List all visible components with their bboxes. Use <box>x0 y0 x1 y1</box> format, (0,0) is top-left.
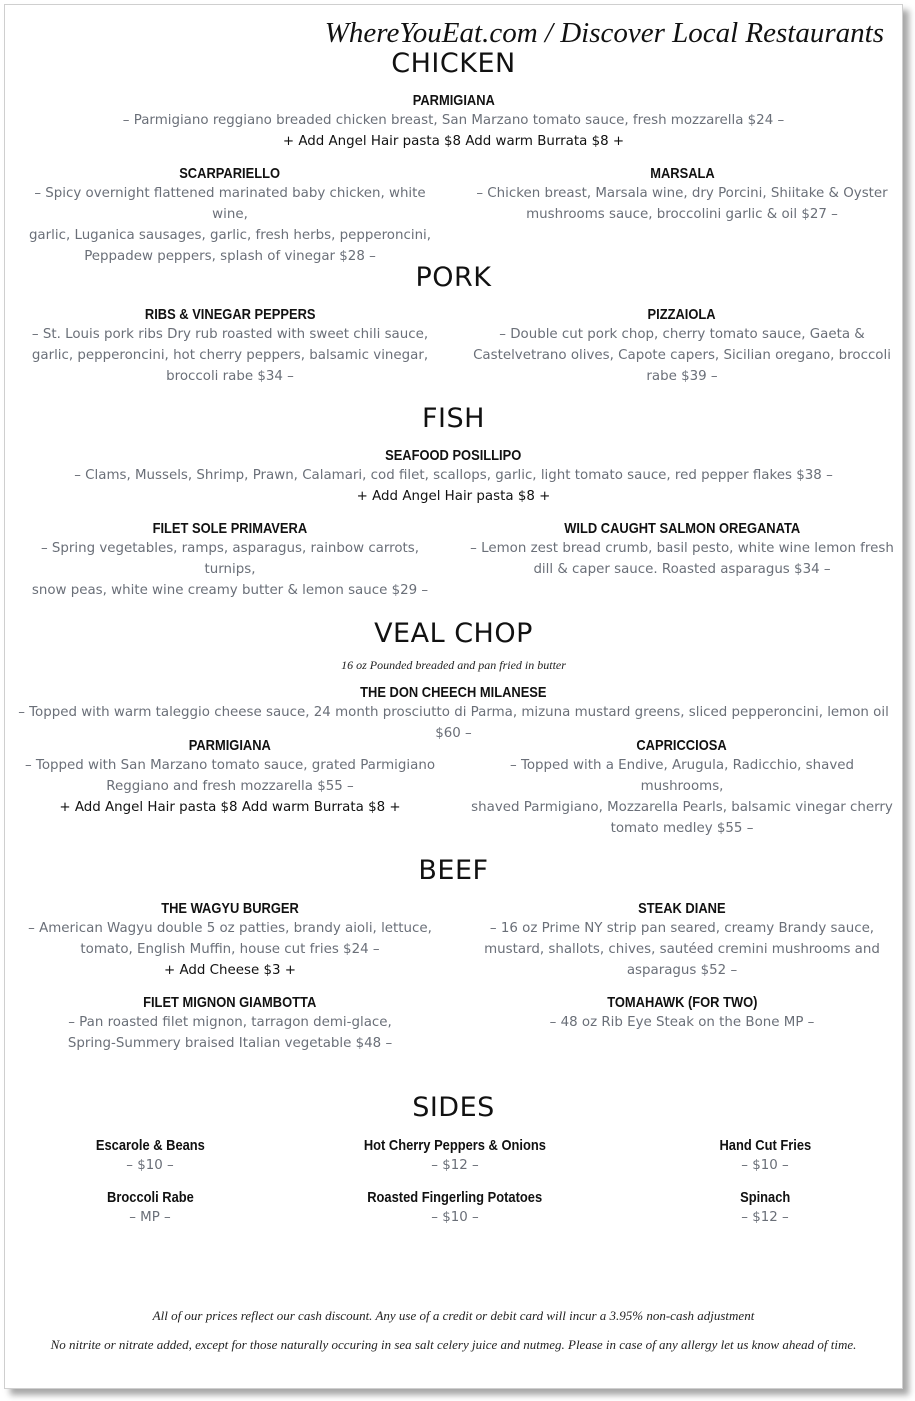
item-addon: + Add Cheese $3 + <box>164 963 296 978</box>
item-description-line: tomato medley $55 – <box>610 821 754 836</box>
menu-item-ribs <box>15 306 445 387</box>
item-addon: + Add Angel Hair pasta $8 Add warm Burrata $8 + <box>59 800 401 815</box>
item-description-line: – Chicken breast, Marsala wine, dry Porcini, Shiitake & Oyster <box>476 186 888 201</box>
side-item <box>665 1137 865 1176</box>
item-description-line: Reggiano and fresh mozzarella $55 – <box>106 779 354 794</box>
side-item <box>50 1189 250 1228</box>
item-description-line: Peppadew peppers, splash of vinegar $28 – <box>84 249 376 264</box>
menu-item-chicken-parmigiana <box>5 92 902 152</box>
item-description-line: – Spicy overnight flattened marinated baby chicken, white wine, <box>34 186 426 222</box>
item-name: THE DON CHEECH MILANESE <box>360 684 547 701</box>
section-title-beef: BEEF <box>418 855 489 886</box>
item-description-line: – 48 oz Rib Eye Steak on the Bone MP – <box>549 1015 815 1030</box>
side-price: – $10 – <box>431 1210 479 1225</box>
item-name: FILET MIGNON GIAMBOTTA <box>143 994 317 1011</box>
side-price: – $12 – <box>431 1158 479 1173</box>
site-watermark: WhereYouEat.com / Discover Local Restaurants <box>324 17 884 49</box>
item-name: WILD CAUGHT SALMON OREGANATA <box>563 520 800 537</box>
side-price: – $10 – <box>126 1158 174 1173</box>
section-title-pork: PORK <box>415 262 492 293</box>
item-description-line: garlic, Luganica sausages, garlic, fresh herbs, pepperoncini, <box>28 228 432 243</box>
side-name: Roasted Fingerling Potatoes <box>367 1189 543 1206</box>
item-addon: + Add Angel Hair pasta $8 + <box>356 489 551 504</box>
item-name: PARMIGIANA <box>188 737 272 754</box>
item-description: – Topped with warm taleggio cheese sauce, 24 month prosciutto di Parma, mizuna mustard greens, sliced pepperoncini, lemon oil $60 – <box>18 705 889 741</box>
item-description-line: – Lemon zest bread crumb, basil pesto, white wine lemon fresh <box>470 541 894 556</box>
side-name: Hand Cut Fries <box>719 1137 811 1154</box>
menu-item-filet-sole <box>15 520 445 601</box>
menu-item-wagyu-burger <box>15 900 445 981</box>
item-description-line: Castelvetrano olives, Capote capers, Sicilian oregano, broccoli <box>473 348 891 363</box>
item-name: FILET SOLE PRIMAVERA <box>152 520 308 537</box>
side-item <box>665 1189 865 1228</box>
item-description-line: – Topped with San Marzano tomato sauce, grated Parmigiano <box>24 758 436 773</box>
menu-item-tomahawk <box>467 994 897 1033</box>
item-name: STEAK DIANE <box>638 900 726 917</box>
item-description-line: dill & caper sauce. Roasted asparagus $34 – <box>533 562 831 577</box>
side-item <box>50 1137 250 1176</box>
item-description-line: – St. Louis pork ribs Dry rub roasted with sweet chili sauce, <box>31 327 429 342</box>
menu-item-pizzaiola <box>467 306 897 387</box>
item-description-line: – 16 oz Prime NY strip pan seared, creamy Brandy sauce, <box>489 921 875 936</box>
item-addon: + Add Angel Hair pasta $8 Add warm Burrata $8 + <box>282 134 625 149</box>
item-name: MARSALA <box>649 165 715 182</box>
menu-item-steak-diane <box>467 900 897 981</box>
item-description-line: broccoli rabe $34 – <box>166 369 294 384</box>
side-price: – MP – <box>129 1210 171 1225</box>
item-description-line: shaved Parmigiano, Mozzarella Pearls, balsamic vinegar cherry <box>471 800 893 815</box>
allergy-note: No nitrite or nitrate added, except for those naturally occuring in sea salt celery juice and nutmeg. Please in case of any allergy let us know ahead of time. <box>50 1337 857 1352</box>
menu-item-don-cheech-milanese <box>5 684 902 744</box>
item-description-line: – Spring vegetables, ramps, asparagus, rainbow carrots, turnips, <box>40 541 420 577</box>
item-description-line: rabe $39 – <box>646 369 718 384</box>
menu-item-capricciosa <box>467 737 897 839</box>
item-description: – Parmigiano reggiano breaded chicken breast, San Marzano tomato sauce, fresh mozzarella $24 – <box>122 113 785 128</box>
item-description-line: – American Wagyu double 5 oz patties, brandy aioli, lettuce, <box>28 921 432 936</box>
item-description-line: – Pan roasted filet mignon, tarragon demi-glace, <box>68 1015 392 1030</box>
item-description-line: asparagus $52 – <box>626 963 738 978</box>
item-name: RIBS & VINEGAR PEPPERS <box>144 306 316 323</box>
side-name: Escarole & Beans <box>95 1137 205 1154</box>
veal-chop-subtitle: 16 oz Pounded breaded and pan fried in butter <box>341 658 566 672</box>
item-name: THE WAGYU BURGER <box>161 900 299 917</box>
item-description-line: – Double cut pork chop, cherry tomato sauce, Gaeta & <box>499 327 865 342</box>
item-description-line: – Topped with a Endive, Arugula, Radicchio, shaved mushrooms, <box>510 758 854 794</box>
cash-discount-note: All of our prices reflect our cash discount. Any use of a credit or debit card will incur a 3.95% non-cash adjustment <box>152 1308 755 1323</box>
item-description-line: mustard, shallots, chives, sautéed cremini mushrooms and <box>484 942 880 957</box>
item-description-line: mushrooms sauce, broccolini garlic & oil $27 – <box>526 207 838 222</box>
side-price: – $12 – <box>741 1210 789 1225</box>
menu-item-scarpariello <box>15 165 445 267</box>
side-price: – $10 – <box>741 1158 789 1173</box>
item-name: PIZZAIOLA <box>647 306 717 323</box>
menu-item-salmon <box>467 520 897 580</box>
side-item <box>330 1189 580 1228</box>
item-name: SCARPARIELLO <box>179 165 281 182</box>
side-name: Hot Cherry Peppers & Onions <box>363 1137 547 1154</box>
menu-item-veal-parmigiana <box>15 737 445 818</box>
item-name: SEAFOOD POSILLIPO <box>385 447 522 464</box>
menu-item-seafood-posillipo <box>5 447 902 507</box>
menu-item-marsala <box>467 165 897 225</box>
section-title-chicken: CHICKEN <box>391 48 516 79</box>
section-title-sides: SIDES <box>412 1092 495 1123</box>
item-description-line: snow peas, white wine creamy butter & lemon sauce $29 – <box>31 583 429 598</box>
item-description: – Clams, Mussels, Shrimp, Prawn, Calamari, cod filet, scallops, garlic, light tomato sauce, red pepper flakes $38 – <box>74 468 833 483</box>
item-name: CAPRICCIOSA <box>636 737 728 754</box>
section-title-veal-chop: VEAL CHOP <box>374 618 533 649</box>
item-description-line: garlic, pepperoncini, hot cherry peppers, balsamic vinegar, <box>31 348 429 363</box>
menu-page <box>4 4 903 1389</box>
side-name: Spinach <box>739 1189 791 1206</box>
section-title-fish: FISH <box>422 403 485 434</box>
menu-item-filet-mignon <box>15 994 445 1054</box>
item-name: TOMAHAWK (FOR TWO) <box>606 994 758 1011</box>
side-name: Broccoli Rabe <box>106 1189 194 1206</box>
side-item <box>330 1137 580 1176</box>
item-description-line: tomato, English Muffin, house cut fries $24 – <box>80 942 380 957</box>
item-name: PARMIGIANA <box>412 92 495 109</box>
item-description-line: Spring-Summery braised Italian vegetable $48 – <box>67 1036 393 1051</box>
